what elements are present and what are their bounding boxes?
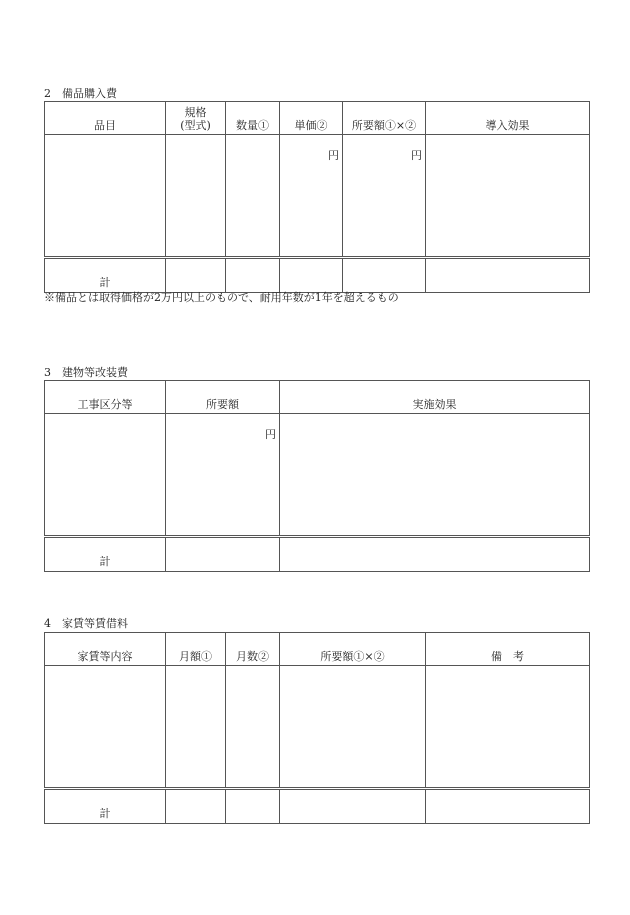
header-amount: 所要額①×② xyxy=(343,102,426,135)
unit-price-cell[interactable] xyxy=(280,135,343,258)
total-amount-cell[interactable] xyxy=(343,258,426,293)
header-monthly-amount: 月額① xyxy=(166,633,226,666)
header-spec: 規格 (型式) xyxy=(166,102,226,135)
remarks-cell[interactable] xyxy=(426,666,590,789)
section-4-title: 4 家賃等賃借料 xyxy=(44,617,128,630)
total-monthly-cell[interactable] xyxy=(166,789,226,824)
amount-cell[interactable] xyxy=(343,135,426,258)
yen-unit: 円 xyxy=(411,149,422,162)
header-quantity: 数量① xyxy=(226,102,280,135)
total-unit-price-cell[interactable] xyxy=(280,258,343,293)
total-label: 計 xyxy=(45,789,166,824)
total-quantity-cell[interactable] xyxy=(226,258,280,293)
header-effect: 実施効果 xyxy=(280,381,590,414)
renovation-table xyxy=(44,380,590,572)
monthly-amount-cell[interactable] xyxy=(166,666,226,789)
total-amount-cell[interactable] xyxy=(280,789,426,824)
spec-cell[interactable] xyxy=(166,135,226,258)
header-remarks: 備 考 xyxy=(426,633,590,666)
item-cell[interactable] xyxy=(45,135,166,258)
header-rent-content: 家賃等内容 xyxy=(45,633,166,666)
total-label: 計 xyxy=(45,258,166,293)
header-effect: 導入効果 xyxy=(426,102,590,135)
header-months: 月数② xyxy=(226,633,280,666)
total-amount-cell[interactable] xyxy=(166,537,280,572)
total-effect-cell[interactable] xyxy=(426,258,590,293)
total-spec-cell[interactable] xyxy=(166,258,226,293)
header-amount: 所要額 xyxy=(166,381,280,414)
header-item: 品目 xyxy=(45,102,166,135)
work-category-cell[interactable] xyxy=(45,414,166,537)
header-amount: 所要額①×② xyxy=(280,633,426,666)
yen-unit: 円 xyxy=(328,149,339,162)
amount-cell[interactable] xyxy=(280,666,426,789)
total-remarks-cell[interactable] xyxy=(426,789,590,824)
section-3-title: 3 建物等改装費 xyxy=(44,366,128,379)
quantity-cell[interactable] xyxy=(226,135,280,258)
header-unit-price: 単価② xyxy=(280,102,343,135)
equipment-purchase-table xyxy=(44,101,590,293)
rent-table xyxy=(44,632,590,824)
total-label: 計 xyxy=(45,537,166,572)
total-months-cell[interactable] xyxy=(226,789,280,824)
effect-cell[interactable] xyxy=(426,135,590,258)
equipment-note: ※備品とは取得価格が2万円以上のもので、耐用年数が1年を超えるもの xyxy=(44,291,399,304)
section-2-title: 2 備品購入費 xyxy=(44,87,117,100)
rent-content-cell[interactable] xyxy=(45,666,166,789)
effect-cell[interactable] xyxy=(280,414,590,537)
amount-cell[interactable] xyxy=(166,414,280,537)
header-work-category: 工事区分等 xyxy=(45,381,166,414)
months-cell[interactable] xyxy=(226,666,280,789)
yen-unit: 円 xyxy=(265,428,276,441)
total-effect-cell[interactable] xyxy=(280,537,590,572)
